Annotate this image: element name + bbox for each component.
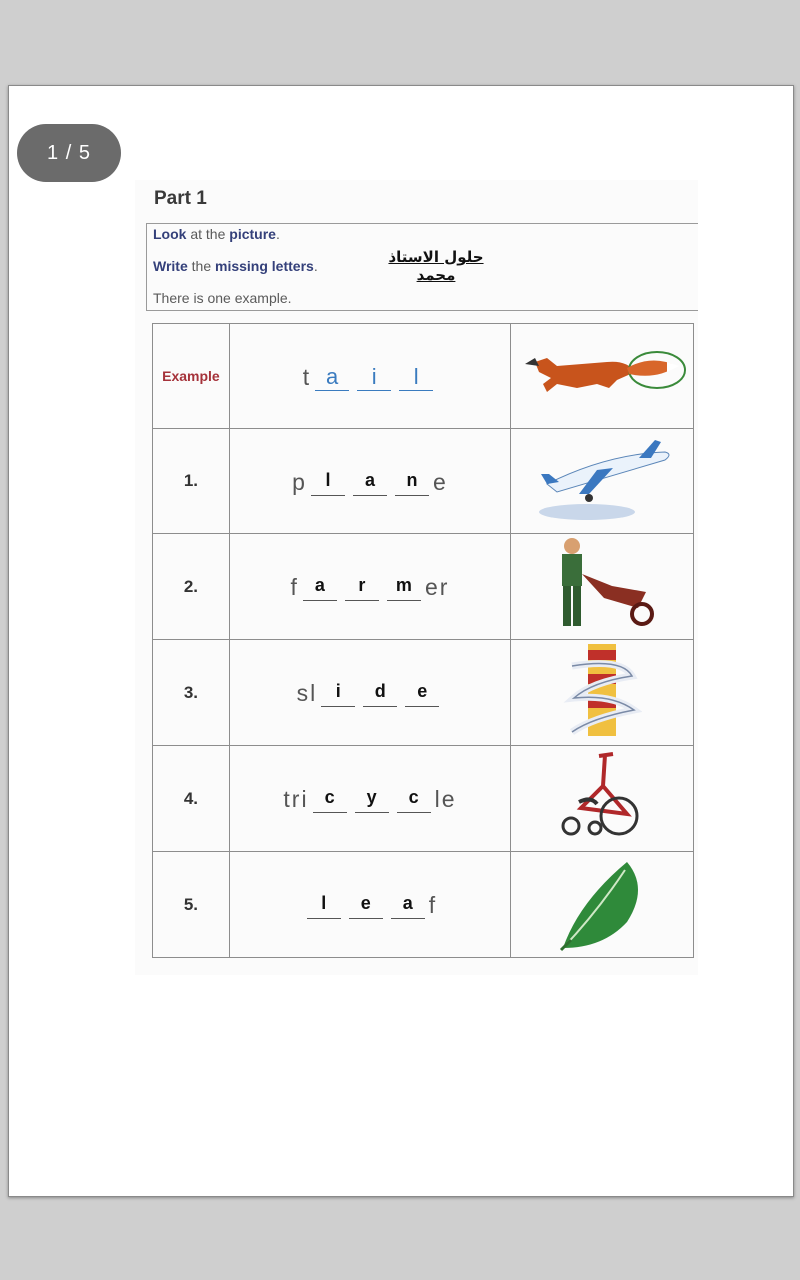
- part-title: Part 1: [154, 188, 207, 209]
- answer-blank[interactable]: [397, 784, 431, 813]
- question-row: [153, 852, 694, 958]
- instruction-text: .: [313, 258, 318, 274]
- example-row: [153, 324, 694, 429]
- fox-icon: [511, 324, 694, 429]
- question-row: [153, 429, 694, 534]
- answer-letter: i: [335, 681, 341, 701]
- answer-letter: a: [314, 575, 325, 595]
- question-row: [153, 534, 694, 640]
- word-puzzle: [229, 534, 510, 640]
- word-prefix: p: [292, 468, 307, 495]
- word-prefix: f: [290, 574, 299, 600]
- answer-letter: e: [417, 681, 428, 701]
- word-prefix: sl: [296, 680, 318, 706]
- answer-letter: m: [395, 575, 412, 595]
- answer-blank[interactable]: [395, 467, 429, 496]
- answer-letter: l: [321, 893, 327, 913]
- instruction-line-1: [153, 226, 280, 242]
- instruction-word: picture: [229, 226, 276, 242]
- slide-icon: [511, 640, 694, 746]
- answer-letter: d: [374, 681, 386, 701]
- answer-letter: r: [358, 575, 366, 595]
- answer-letter: l: [413, 363, 419, 389]
- word-suffix: er: [424, 574, 450, 600]
- answer-letter: a: [402, 893, 413, 913]
- row-label: 5.: [153, 852, 230, 958]
- answer-letter: e: [360, 893, 371, 913]
- word-suffix: f: [428, 892, 438, 918]
- instruction-word: missing letters: [215, 258, 314, 274]
- answer-blank[interactable]: [399, 362, 433, 391]
- row-label: 4.: [153, 746, 230, 852]
- answer-letter: a: [326, 363, 339, 389]
- handwritten-note: حلول الاستاذ محمد: [388, 248, 484, 284]
- answer-blank[interactable]: [307, 890, 341, 919]
- row-label: 1.: [153, 429, 230, 534]
- word-puzzle: [229, 640, 510, 746]
- instruction-text: .: [275, 226, 280, 242]
- word-puzzle: [229, 429, 510, 534]
- question-row: [153, 640, 694, 746]
- answer-letter: l: [325, 469, 331, 490]
- plane-icon: [511, 429, 694, 534]
- answer-letter: y: [366, 787, 377, 807]
- word-prefix: tri: [283, 786, 309, 812]
- row-label: 2.: [153, 534, 230, 640]
- answer-blank[interactable]: [357, 362, 391, 391]
- farmer-icon: [511, 534, 694, 640]
- instruction-word: Write: [153, 258, 188, 274]
- answer-blank[interactable]: [313, 784, 347, 813]
- answer-blank[interactable]: [405, 678, 439, 707]
- answer-letter: c: [324, 787, 335, 807]
- word-prefix: t: [302, 363, 312, 390]
- answer-blank[interactable]: [363, 678, 397, 707]
- instruction-line-2: [153, 258, 318, 274]
- question-row: [153, 746, 694, 852]
- answer-blank[interactable]: [321, 678, 355, 707]
- page-counter: 1 / 5: [17, 124, 121, 182]
- word-suffix: e: [432, 468, 448, 495]
- word-puzzle: [229, 324, 510, 429]
- answer-blank[interactable]: [353, 467, 387, 496]
- answer-blank[interactable]: [387, 572, 421, 601]
- worksheet-table: [152, 323, 694, 958]
- answer-letter: a: [364, 469, 375, 490]
- instruction-text: at the: [186, 226, 230, 242]
- word-puzzle: [229, 746, 510, 852]
- answer-letter: c: [408, 787, 419, 807]
- answer-blank[interactable]: [391, 890, 425, 919]
- answer-blank[interactable]: [345, 572, 379, 601]
- row-label: 3.: [153, 640, 230, 746]
- tricycle-icon: [511, 746, 694, 852]
- instruction-word: Look: [153, 226, 187, 242]
- answer-blank[interactable]: [355, 784, 389, 813]
- word-puzzle: [229, 852, 510, 958]
- answer-letter: i: [371, 363, 377, 389]
- answer-blank[interactable]: [311, 467, 345, 496]
- leaf-icon: [511, 852, 694, 958]
- row-label: Example: [153, 324, 230, 429]
- answer-blank[interactable]: [303, 572, 337, 601]
- answer-blank[interactable]: [315, 362, 349, 391]
- answer-blank[interactable]: [349, 890, 383, 919]
- instruction-text: the: [187, 258, 215, 274]
- instruction-line-3: There is one example.: [153, 290, 292, 306]
- answer-letter: n: [406, 469, 418, 490]
- word-suffix: le: [434, 786, 457, 812]
